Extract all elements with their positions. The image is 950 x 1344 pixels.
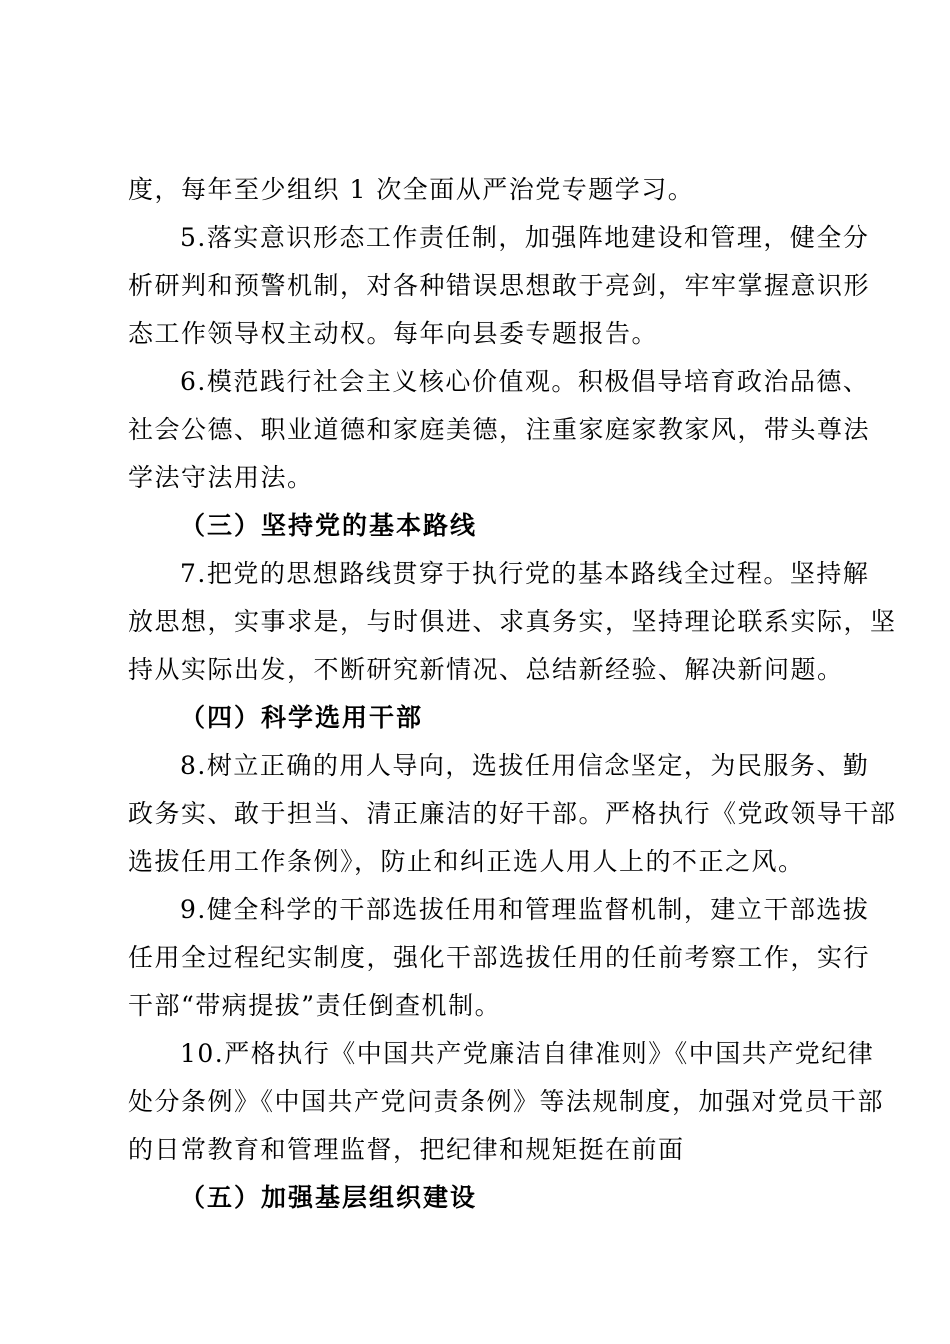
section-heading: （四）科学选用干部 — [180, 703, 424, 732]
paragraph-line: 度，每年至少组织 1 次全面从严治党专题学习。 — [128, 175, 695, 204]
section-heading: （五）加强基层组织建设 — [180, 1183, 478, 1212]
paragraph-line: 9.健全科学的干部选拔任用和管理监督机制，建立干部选拔 — [180, 895, 870, 924]
paragraph-line: 干部“带病提拔”责任倒查机制。 — [128, 991, 502, 1020]
paragraph-line: 社会公德、职业道德和家庭美德，注重家庭家教家风，带头尊法 — [128, 415, 871, 444]
paragraph-line: 析研判和预警机制，对各种错误思想敢于亮剑，牢牢掌握意识形 — [128, 271, 871, 300]
paragraph-line: 学法守法用法。 — [128, 463, 314, 492]
paragraph-line: 任用全过程纪实制度，强化干部选拔任用的任前考察工作，实行 — [128, 943, 871, 972]
paragraph-line: 放思想，实事求是，与时俱进、求真务实，坚持理论联系实际，坚 — [128, 607, 897, 636]
paragraph-line: 政务实、敢于担当、清正廉洁的好干部。严格执行《党政领导干部 — [128, 799, 897, 828]
paragraph-line: 10.严格执行《中国共产党廉洁自律准则》《中国共产党纪律 — [180, 1039, 875, 1068]
paragraph-line: 态工作领导权主动权。每年向县委专题报告。 — [128, 319, 659, 348]
paragraph-line: 处分条例》《中国共产党问责条例》等法规制度，加强对党员干部 — [128, 1087, 885, 1116]
paragraph-line: 的日常教育和管理监督，把纪律和规矩挺在前面 — [128, 1135, 685, 1164]
paragraph-line: 6.模范践行社会主义核心价值观。积极倡导培育政治品德、 — [180, 367, 870, 396]
section-heading: （三）坚持党的基本路线 — [180, 511, 478, 540]
paragraph-line: 7.把党的思想路线贯穿于执行党的基本路线全过程。坚持解 — [180, 559, 870, 588]
paragraph-line: 选拔任用工作条例》，防止和纠正选人用人上的不正之风。 — [128, 847, 805, 876]
paragraph-line: 8.树立正确的用人导向，选拔任用信念坚定，为民服务、勤 — [180, 751, 870, 780]
paragraph-line: 5.落实意识形态工作责任制，加强阵地建设和管理，健全分 — [180, 223, 870, 252]
paragraph-line: 持从实际出发，不断研究新情况、总结新经验、解决新问题。 — [128, 655, 844, 684]
document-body — [128, 166, 897, 1222]
